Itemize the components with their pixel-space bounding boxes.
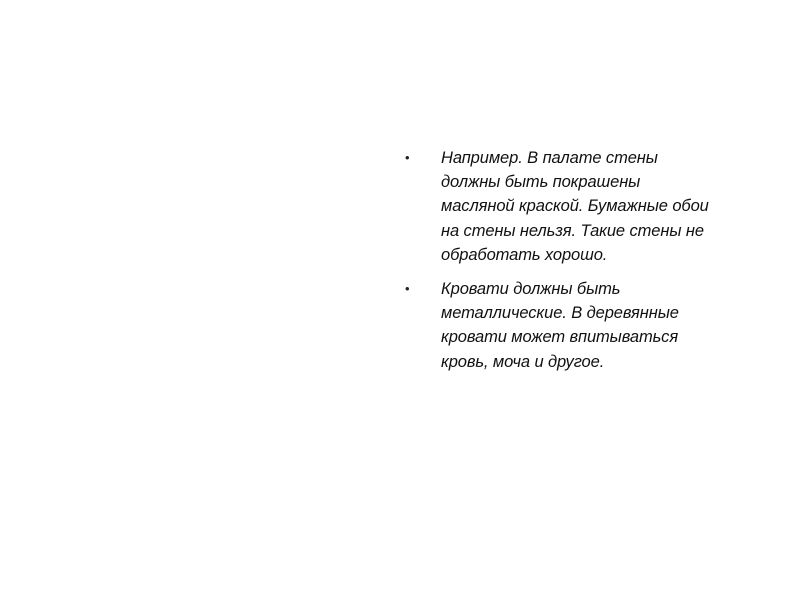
bullet-icon: • <box>405 281 410 297</box>
bullet-item-beds <box>405 277 750 374</box>
bullet-list <box>405 146 750 384</box>
bullet-text: Кровати должны быть металлические. В деревянные кровати может впитываться кровь, моча и другое. <box>441 280 679 371</box>
bullet-text: Например. В палате стены должны быть покрашены масляной краской. Бумажные обои на стены нельзя. Такие стены не обработать хорошо. <box>441 149 709 264</box>
bullet-icon: • <box>405 150 410 165</box>
bullet-item-walls <box>405 146 750 267</box>
